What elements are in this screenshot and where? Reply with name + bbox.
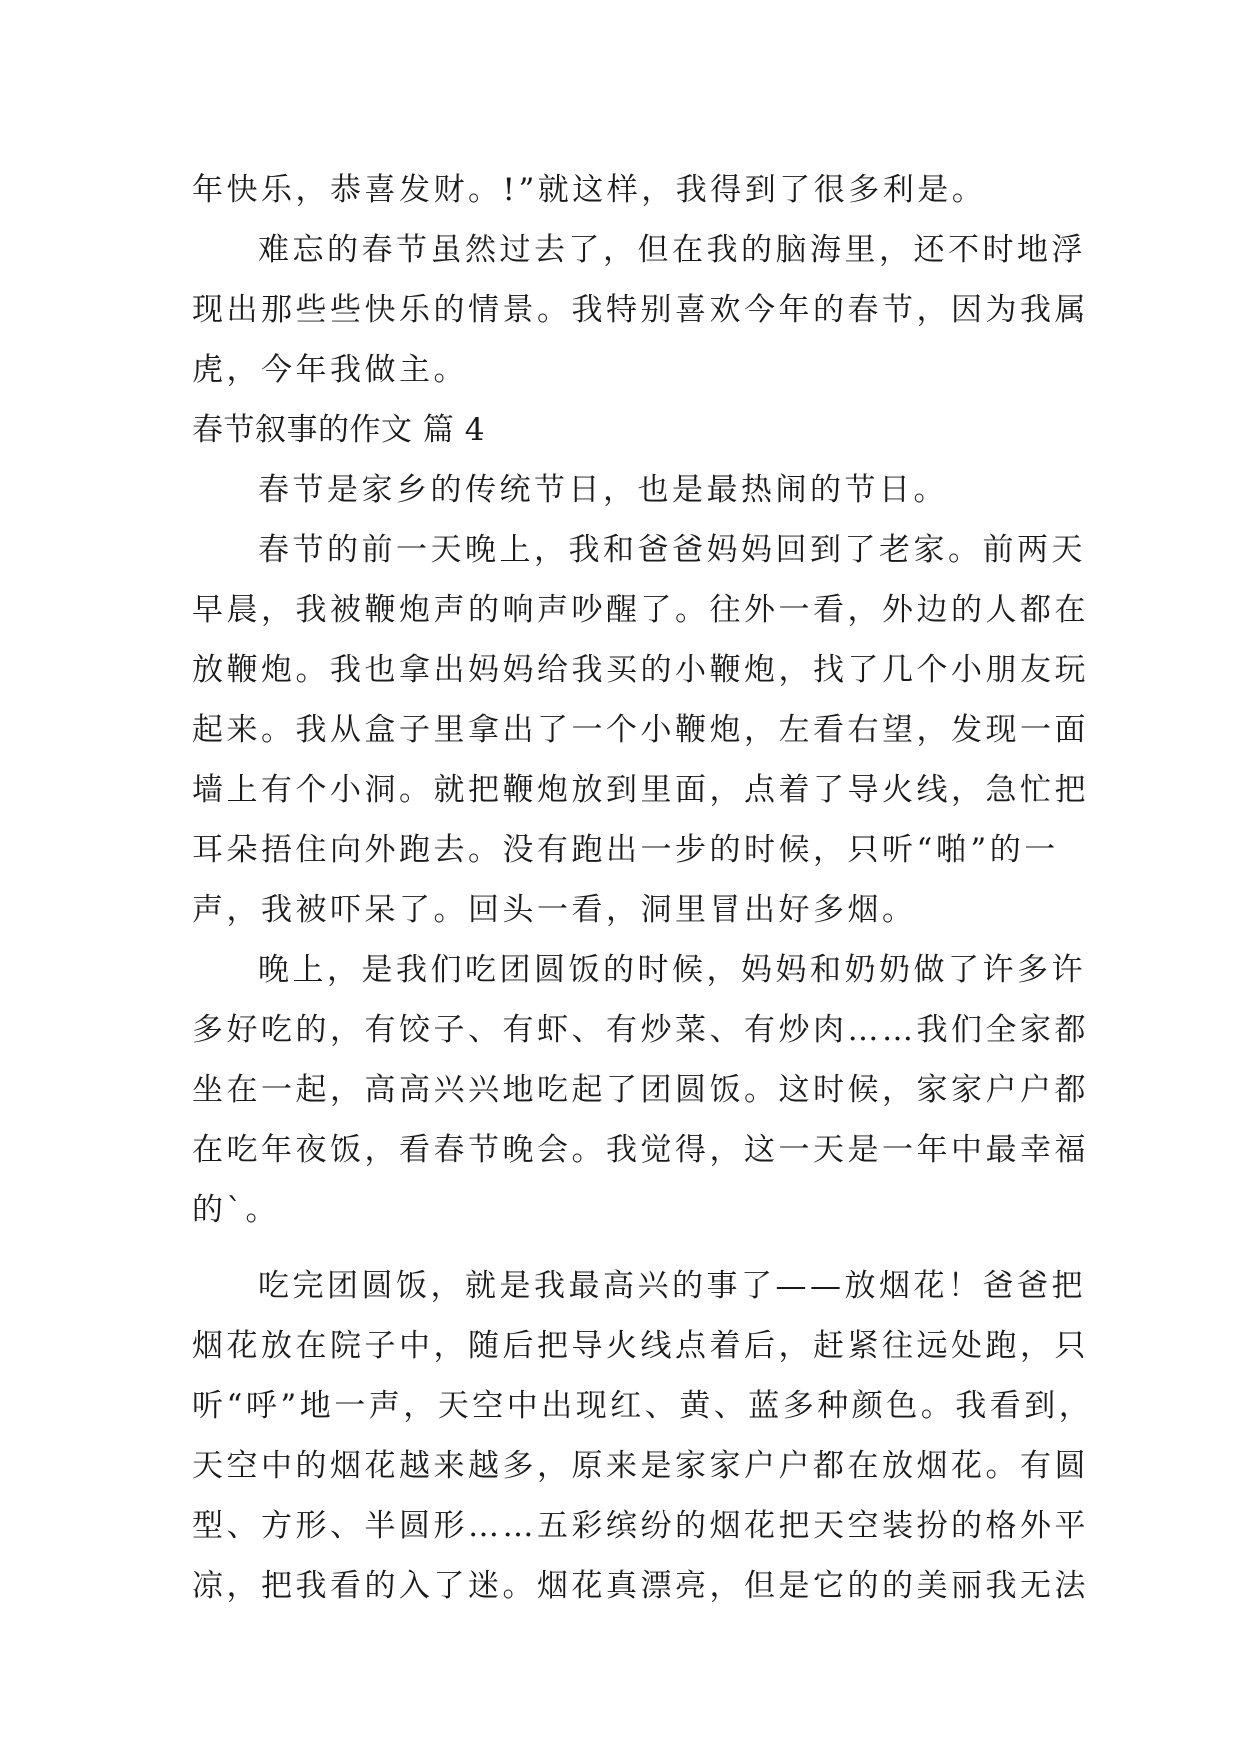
paragraph-start-line: 难忘的春节虽然过去了，但在我的脑海里，还不时地浮: [258, 232, 1086, 268]
text-line: 起来。我从盒子里拿出了一个小鞭炮，左看右望，发现一面: [192, 712, 1089, 748]
text-line: 坐在一起，高高兴兴地吃起了团圆饭。这时候，家家户户都: [192, 1072, 1089, 1108]
text-line: 声，我被吓呆了。回头一看，洞里冒出好多烟。: [192, 892, 917, 928]
paragraph-gap: [192, 1240, 1052, 1256]
paragraph-start-line: 春节是家乡的传统节日，也是最热闹的节日。: [258, 472, 948, 508]
text-line: 烟花放在院子中，随后把导火线点着后，赶紧往远处跑，只: [192, 1328, 1089, 1364]
text-line: 多好吃的，有饺子、有虾、有炒菜、有炒肉……我们全家都: [192, 1012, 1089, 1048]
section-heading: 春节叙事的作文 篇 4: [192, 412, 485, 448]
text-line: 的`。: [192, 1192, 280, 1228]
text-line: 耳朵捂住向外跑去。没有跑出一步的时候，只听“啪”的一: [192, 832, 1059, 868]
paragraph-start-line: 春节的前一天晚上，我和爸爸妈妈回到了老家。前两天: [258, 532, 1086, 568]
text-line: 在吃年夜饭，看春节晚会。我觉得，这一天是一年中最幸福: [192, 1132, 1089, 1168]
document-page: [192, 160, 1094, 1616]
text-line: 放鞭炮。我也拿出妈妈给我买的小鞭炮，找了几个小朋友玩: [192, 652, 1089, 688]
text-line: 现出那些些快乐的情景。我特别喜欢今年的春节，因为我属: [192, 292, 1089, 328]
paragraph-start-line: 晚上，是我们吃团圆饭的时候，妈妈和奶奶做了许多许: [258, 952, 1086, 988]
text-line: 墙上有个小洞。就把鞭炮放到里面，点着了导火线，急忙把: [192, 772, 1089, 808]
text-line: 年快乐，恭喜发财。!”就这样，我得到了很多利是。: [192, 172, 987, 208]
text-line: 型、方形、半圆形……五彩缤纷的烟花把天空装扮的格外平: [192, 1508, 1089, 1544]
text-line: 凉，把我看的入了迷。烟花真漂亮，但是它的的美丽我无法: [192, 1568, 1089, 1604]
paragraph-start-line: 吃完团圆饭，就是我最高兴的事了——放烟花！爸爸把: [258, 1268, 1086, 1304]
text-line: 听“呼”地一声，天空中出现红、黄、蓝多种颜色。我看到，: [192, 1388, 1094, 1424]
text-line: 天空中的烟花越来越多，原来是家家户户都在放烟花。有圆: [192, 1448, 1089, 1484]
text-line: 早晨，我被鞭炮声的响声吵醒了。往外一看，外边的人都在: [192, 592, 1089, 628]
text-line: 虎，今年我做主。: [192, 352, 468, 388]
